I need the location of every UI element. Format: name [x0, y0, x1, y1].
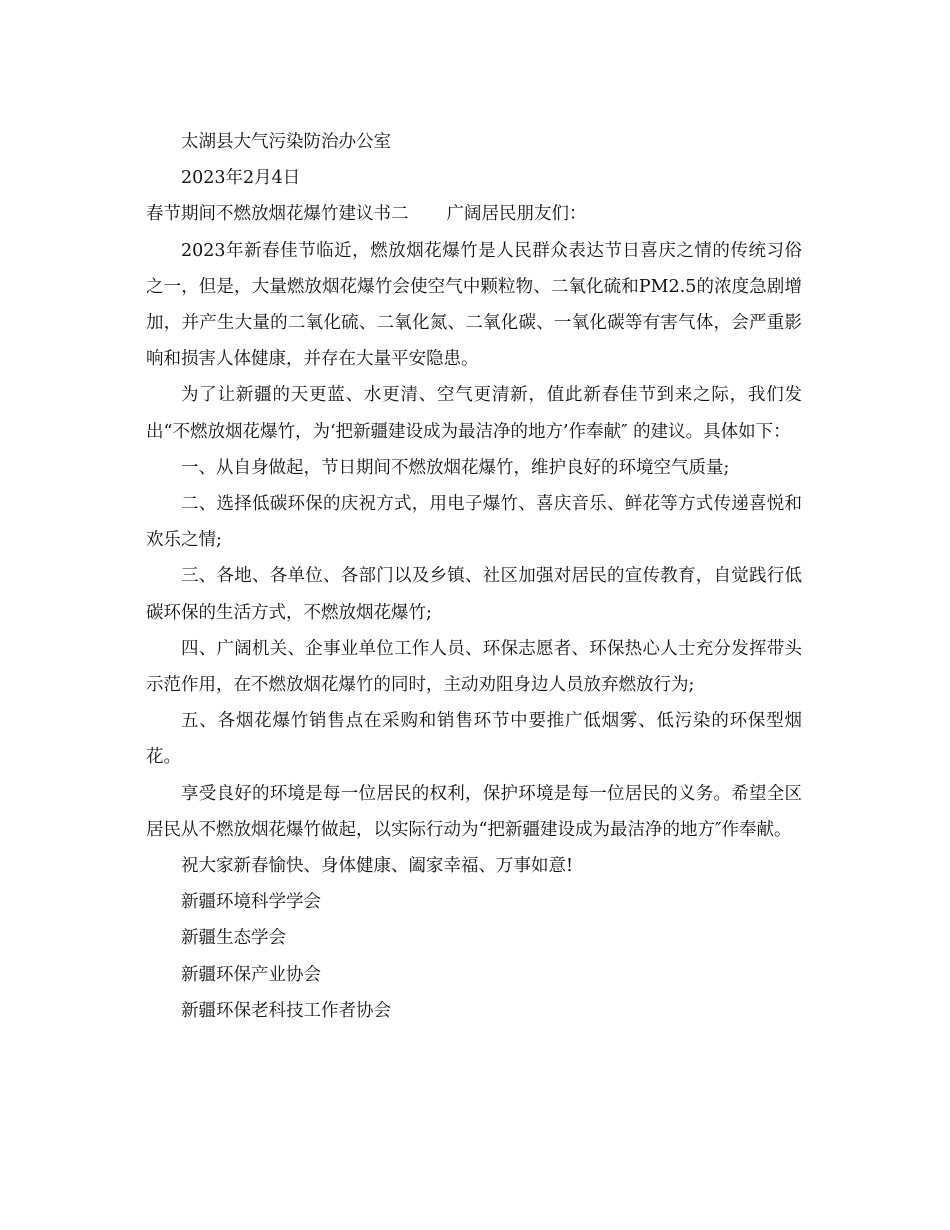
- signatory: 新疆环境科学学会: [181, 892, 321, 913]
- paragraph-item-4: 四、广阔机关、企事业单位工作人员、环保志愿者、环保热心人士充分发挥带头示范作用，在不燃放烟花爆竹的同时，主动劝阻身边人员放弃燃放行为;: [146, 638, 802, 696]
- paragraph-item-2: 二、选择低碳环保的庆祝方式，用电子爆竹、喜庆音乐、鲜花等方式传递喜悦和欢乐之情;: [146, 494, 802, 551]
- issue-date: 2023年2月4日: [181, 168, 301, 189]
- paragraph-item-5: 五、各烟花爆竹销售点在采购和销售环节中要推广低烟雾、低污染的环保型烟花。: [146, 711, 802, 768]
- paragraph-appeal: 享受良好的环境是每一位居民的权利，保护环境是每一位居民的义务。希望全区居民从不燃放烟花爆竹做起，以实际行动为“把新疆建设成为最洁净的地方″作奉献。: [146, 783, 802, 840]
- paragraph-item-3: 三、各地、各单位、各部门以及乡镇、社区加强对居民的宣传教育，自觉践行低碳环保的生活方式，不燃放烟花爆竹;: [146, 566, 802, 623]
- paragraph-greeting: 祝大家新春愉快、身体健康、阖家幸福、万事如意!: [181, 856, 574, 877]
- signatory: 新疆环保老科技工作者协会: [181, 1000, 391, 1021]
- document-body: [146, 124, 802, 1029]
- signatory: 新疆环保产业协会: [181, 964, 321, 985]
- paragraph-intro: 2023年新春佳节临近，燃放烟花爆竹是人民群众表达节日喜庆之情的传统习俗之一，但是，大量燃放烟花爆竹会使空气中颗粒物、二氧化硫和PM2.5的浓度急剧增加，并产生大量的二氧化硫、二氧化氮、二氧化碳、一氧化碳等有害气体，会严重影响和损害人体健康，并存在大量平安隐患。: [146, 240, 802, 370]
- paragraph-item-1: 一、从自身做起，节日期间不燃放烟花爆竹，维护良好的环境空气质量;: [181, 457, 730, 478]
- paragraph-proposal: 为了让新疆的天更蓝、水更清、空气更清新，值此新春佳节到来之际，我们发出“不燃放烟花爆竹，为‘把新疆建设成为最洁净的地方’作奉献″ 的建议。具体如下：: [146, 385, 802, 442]
- issuing-office: 太湖县大气污染防治办公室: [181, 132, 391, 152]
- salutation: 广阔居民朋友们：: [446, 204, 587, 225]
- signatory: 新疆生态学会: [181, 928, 286, 949]
- document-title: 春节期间不燃放烟花爆竹建议书二: [146, 204, 409, 225]
- title-line: [146, 196, 802, 232]
